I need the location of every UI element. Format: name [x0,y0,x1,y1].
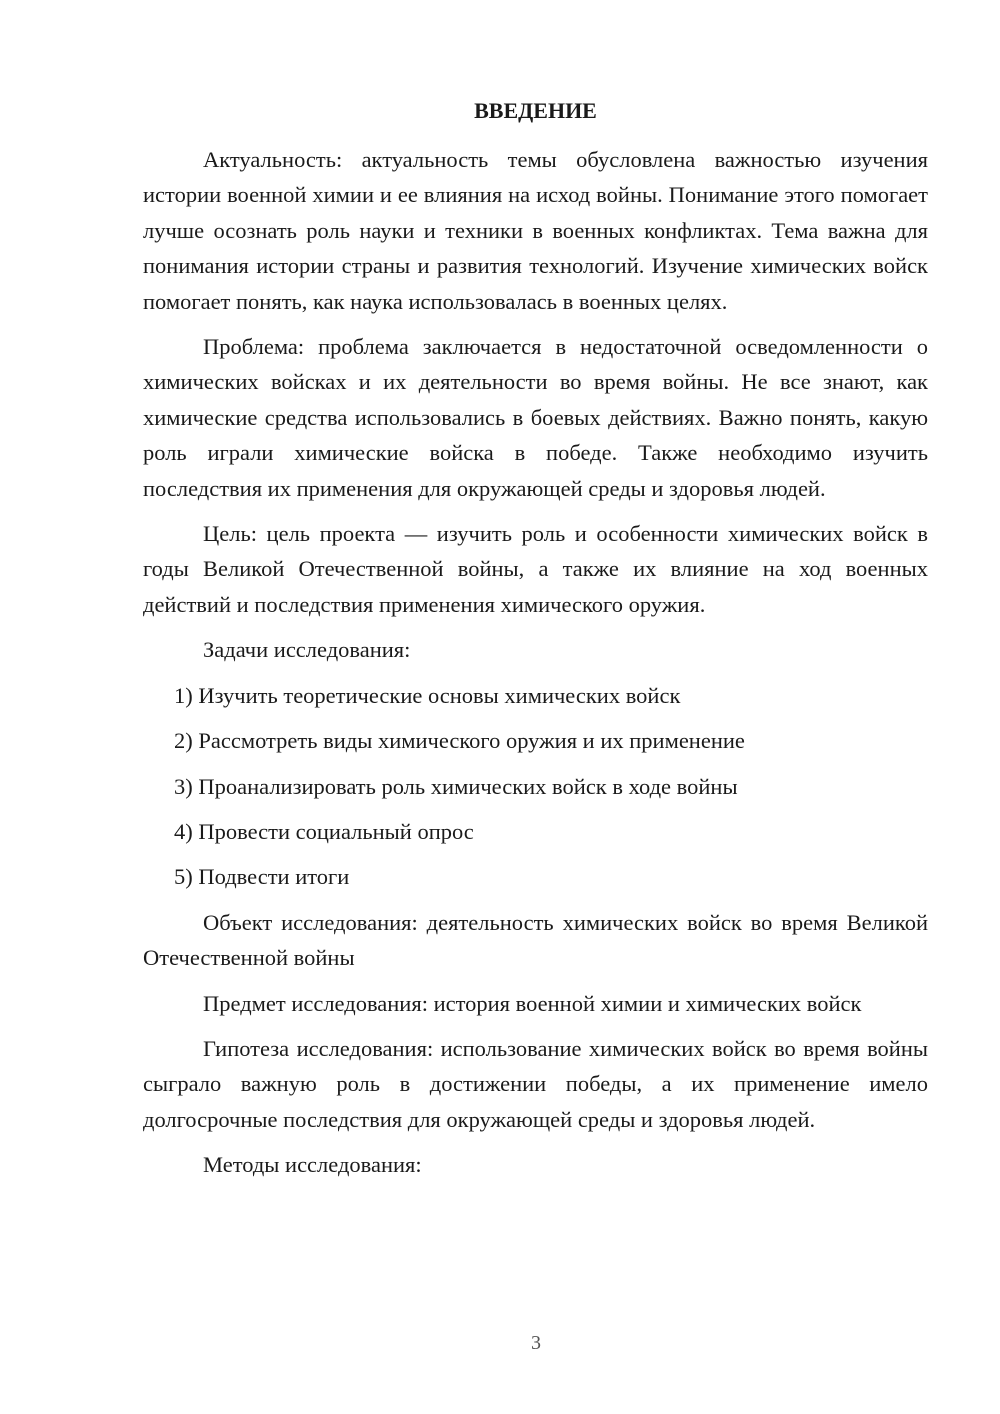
list-item: 3) Проанализировать роль химических войск в ходе войны [174,773,738,799]
page-title: ВВЕДЕНИЕ [474,98,597,123]
list-item: 2) Рассмотреть виды химического оружия и их применение [174,728,745,754]
document-body [143,142,928,1183]
paragraph-goal: Цель: цель проекта — изучить роль и особенности химических войск в годы Великой Отечественной войны, а также их влияние на ход военных действий и последствия применения химического оружия. [143,521,928,617]
list-item: 4) Провести социальный опрос [174,818,474,844]
tasks-heading: Задачи исследования: [203,637,411,663]
paragraph-object: Объект исследования: деятельность химических войск во время Великой Отечественной войны [143,909,928,971]
paragraph-hypothesis: Гипотеза исследования: использование химических войск во время войны сыграло важную роль в достижении победы, а их применение имело долгосрочные последствия для окружающей среды и здоровья людей. [143,1035,928,1132]
page-number: 3 [531,1332,541,1354]
tasks-list [143,678,928,895]
paragraph-problem: Проблема: проблема заключается в недостаточной осведомленности о химических войсках и их деятельности во время войны. Не все знают, как химические средства использовались в боевых действиях. Важно понять, какую роль играли химические войска в победе. Также необходимо изучить последствия их применения для окружающей среды и здоровья людей. [143,334,928,501]
list-item: 1) Изучить теоретические основы химических войск [174,682,681,708]
paragraph-subject: Предмет исследования: история военной химии и химических войск [203,990,862,1016]
methods-heading: Методы исследования: [203,1152,422,1178]
paragraph-relevance: Актуальность: актуальность темы обусловлена важностью изучения истории военной химии и ее влияния на исход войны. Понимание этого помогает лучше осознать роль науки и техники в военных конфликтах. Тема важна для понимания истории страны и развития технологий. Изучение химических войск помогает понять, как наука использовалась в военных целях. [143,147,928,314]
list-item: 5) Подвести итоги [174,864,350,890]
